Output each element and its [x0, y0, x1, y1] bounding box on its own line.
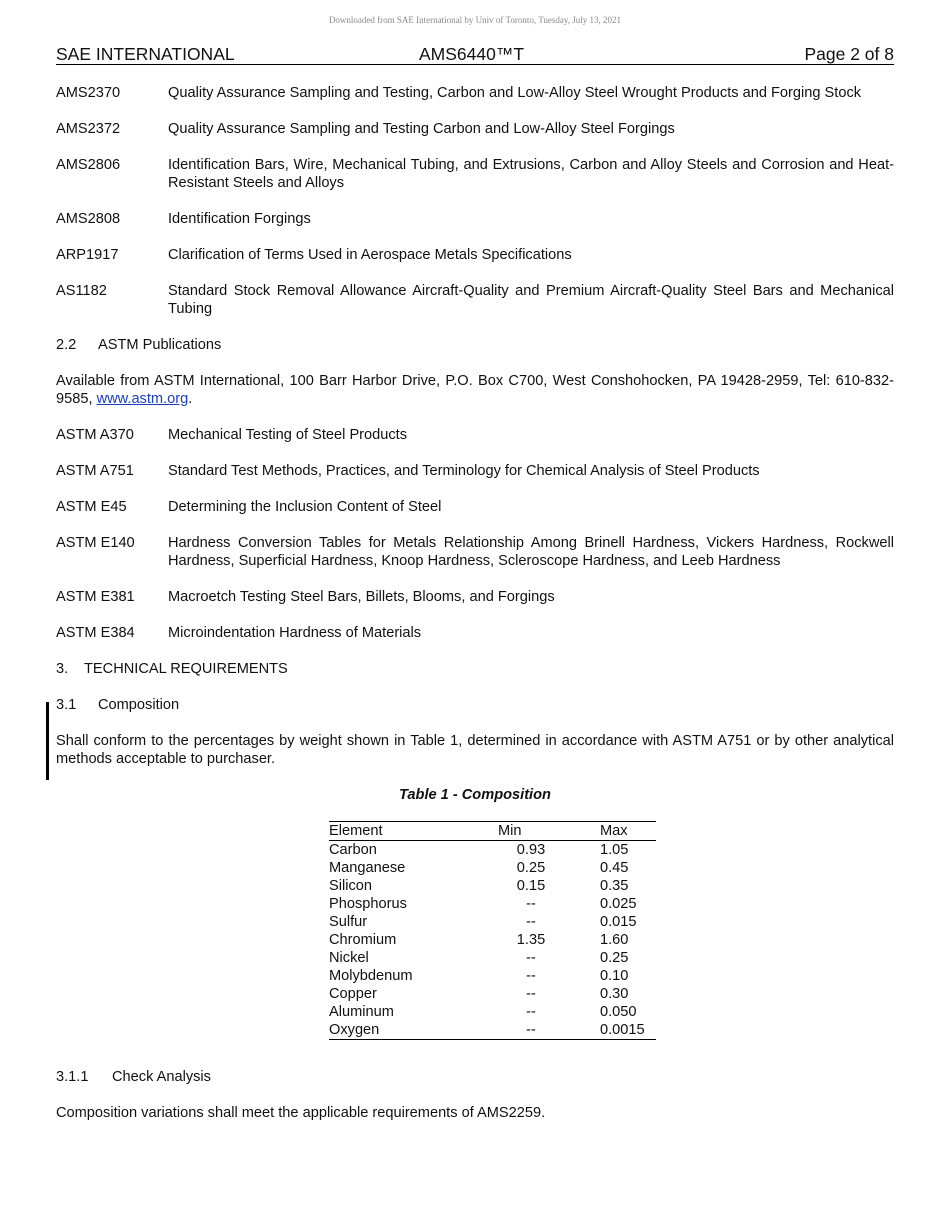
reference-entry: [56, 624, 894, 642]
table-row: [329, 895, 656, 913]
section-number: 2.2: [56, 337, 77, 353]
cell-min: 0.25: [516, 860, 546, 876]
reference-code: ASTM A751: [56, 463, 134, 479]
section-title: ASTM Publications: [98, 337, 222, 353]
reference-entry: [56, 282, 894, 318]
reference-title: Macroetch Testing Steel Bars, Billets, Blooms, and Forgings: [168, 589, 555, 605]
astm-availability-end: .: [188, 391, 193, 407]
change-bar: [46, 702, 49, 780]
table-row: [329, 859, 656, 877]
section-heading-3-1: [56, 696, 894, 714]
reference-code: ARP1917: [56, 247, 119, 263]
table-row: [329, 985, 656, 1003]
column-header-min: Min: [498, 823, 522, 839]
reference-title: Quality Assurance Sampling and Testing, Carbon and Low-Alloy Steel Wrought Products and Forging Stock: [168, 85, 862, 101]
section-number: 3.1.1: [56, 1069, 89, 1085]
cell-element: Phosphorus: [329, 896, 407, 912]
cell-max: 0.015: [600, 914, 637, 930]
cell-max: 0.25: [600, 950, 629, 966]
reference-code: AMS2370: [56, 85, 121, 101]
reference-entry: [56, 210, 894, 228]
section-heading-3: [56, 660, 894, 678]
table-body: [329, 841, 656, 1040]
cell-min: 0.15: [516, 878, 546, 894]
cell-element: Carbon: [329, 842, 377, 858]
cell-min: --: [526, 950, 536, 966]
column-header-max: Max: [600, 823, 628, 839]
composition-table: [329, 821, 656, 1040]
reference-code: ASTM E384: [56, 625, 135, 641]
reference-code: ASTM A370: [56, 427, 134, 443]
reference-code: ASTM E381: [56, 589, 135, 605]
composition-paragraph: Shall conform to the percentages by weight shown in Table 1, determined in accordance with ASTM A751 or by other analytical methods acceptable to purchaser.: [56, 733, 894, 767]
cell-element: Silicon: [329, 878, 372, 894]
reference-entry: [56, 84, 894, 102]
header-page-number: Page 2 of 8: [804, 44, 894, 64]
cell-element: Copper: [329, 986, 377, 1002]
reference-code: AMS2808: [56, 211, 121, 227]
table-row: [329, 913, 656, 931]
table-row: [329, 967, 656, 985]
table-row: [329, 1021, 656, 1040]
document-body: [56, 84, 894, 1140]
section-number: 3.: [56, 661, 69, 677]
table-row: [329, 931, 656, 949]
cell-min: 1.35: [516, 932, 546, 948]
section-title: Check Analysis: [112, 1069, 211, 1085]
reference-code: ASTM E140: [56, 535, 135, 551]
composition-table-wrapper: [56, 821, 894, 1040]
cell-element: Oxygen: [329, 1022, 380, 1038]
section-title: Composition: [98, 697, 180, 713]
reference-title: Determining the Inclusion Content of Steel: [168, 499, 442, 515]
reference-entry: [56, 588, 894, 606]
page-header: [56, 44, 894, 65]
cell-max: 1.05: [600, 842, 629, 858]
cell-max: 0.35: [600, 878, 629, 894]
cell-element: Chromium: [329, 932, 397, 948]
reference-entry: [56, 156, 894, 192]
cell-min: --: [526, 1004, 536, 1020]
cell-element: Nickel: [329, 950, 369, 966]
section-heading-2-2: [56, 336, 894, 354]
reference-code: ASTM E45: [56, 499, 127, 515]
cell-element: Molybdenum: [329, 968, 413, 984]
reference-code: AMS2806: [56, 157, 121, 173]
column-header-element: Element: [329, 823, 383, 839]
cell-max: 0.10: [600, 968, 629, 984]
header-doc-number: AMS6440™T: [419, 44, 525, 64]
reference-code: AS1182: [56, 283, 107, 299]
download-watermark: Downloaded from SAE International by Univ of Toronto, Tuesday, July 13, 2021: [328, 15, 622, 25]
reference-title: Microindentation Hardness of Materials: [168, 625, 422, 641]
cell-min: --: [526, 986, 536, 1002]
table-row: [329, 1003, 656, 1021]
reference-entry: [56, 498, 894, 516]
table-row: [329, 877, 656, 895]
reference-title: Mechanical Testing of Steel Products: [168, 427, 408, 443]
section-title: TECHNICAL REQUIREMENTS: [84, 661, 288, 677]
cell-max: 0.45: [600, 860, 629, 876]
cell-min: --: [526, 1022, 536, 1038]
table-row: [329, 841, 656, 860]
cell-min: --: [526, 914, 536, 930]
reference-code: AMS2372: [56, 121, 121, 137]
cell-element: Aluminum: [329, 1004, 394, 1020]
cell-min: 0.93: [516, 842, 546, 858]
table-caption: Table 1 - Composition: [399, 787, 551, 803]
cell-max: 0.050: [600, 1004, 637, 1020]
reference-entry: [56, 246, 894, 264]
astm-website-link[interactable]: www.astm.org: [96, 391, 189, 407]
reference-title: Clarification of Terms Used in Aerospace Metals Specifications: [168, 247, 572, 263]
section-number: 3.1: [56, 697, 77, 713]
table-row: [329, 949, 656, 967]
cell-max: 0.025: [600, 896, 637, 912]
cell-min: --: [526, 968, 536, 984]
reference-title: Standard Test Methods, Practices, and Terminology for Chemical Analysis of Steel Products: [168, 463, 760, 479]
header-org: SAE INTERNATIONAL: [56, 44, 235, 64]
cell-max: 0.0015: [600, 1022, 645, 1038]
reference-entry: [56, 120, 894, 138]
cell-element: Manganese: [329, 860, 406, 876]
reference-title: Identification Bars, Wire, Mechanical Tubing, and Extrusions, Carbon and Alloy Steels and Corrosion and Heat-Resistant Steels and Alloys: [168, 157, 894, 191]
table-header-row: [329, 822, 656, 841]
reference-title: Hardness Conversion Tables for Metals Relationship Among Brinell Hardness, Vickers Hardness, Rockwell Hardness, Superficial Hardness, Knoop Hardness, Scleroscope Hardness, and Leeb Hardness: [168, 535, 894, 569]
reference-title: Standard Stock Removal Allowance Aircraft-Quality and Premium Aircraft-Quality Steel Bars and Mechanical Tubing: [168, 283, 894, 317]
cell-element: Sulfur: [329, 914, 368, 930]
reference-title: Identification Forgings: [168, 211, 311, 227]
section-heading-3-1-1: [56, 1068, 894, 1086]
cell-max: 0.30: [600, 986, 629, 1002]
astm-availability: [56, 372, 894, 408]
reference-entry: [56, 534, 894, 570]
cell-max: 1.60: [600, 932, 629, 948]
reference-entry: [56, 462, 894, 480]
reference-title: Quality Assurance Sampling and Testing Carbon and Low-Alloy Steel Forgings: [168, 121, 675, 137]
check-analysis-paragraph: Composition variations shall meet the applicable requirements of AMS2259.: [56, 1105, 546, 1121]
cell-min: --: [526, 896, 536, 912]
astm-availability-text: Available from ASTM International, 100 Barr Harbor Drive, P.O. Box C700, West Conshohocken, PA 19428-2959, Tel: 610-832-9585,: [56, 373, 894, 407]
reference-entry: [56, 426, 894, 444]
